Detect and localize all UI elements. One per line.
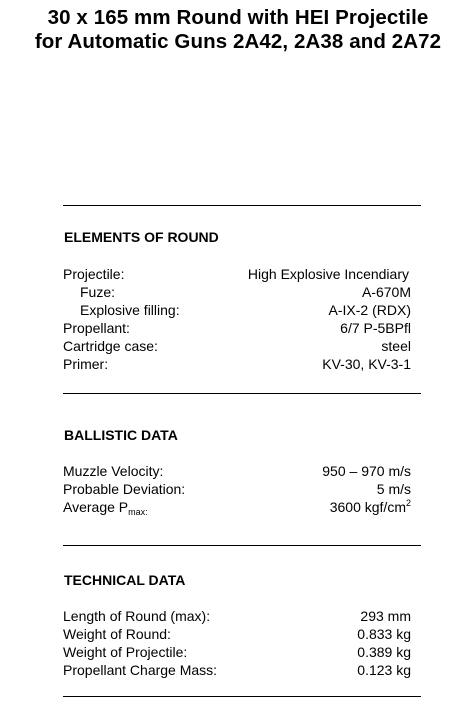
row-label [63,498,148,518]
row-label: Primer: [63,356,109,372]
row-value: 0.833 kg [357,626,411,642]
row-value: steel [381,338,411,354]
title-line-1: 30 x 165 mm Round with HEI Projectile [47,6,429,29]
page-title [0,6,476,54]
row-label: Propellant: [63,320,130,336]
row-value: High Explosive Incendiary [247,266,409,282]
divider [63,696,421,697]
elements-row-cartridge-case [63,337,411,355]
row-label: Explosive filling: [80,302,180,318]
divider [63,545,421,546]
row-label: Length of Round (max): [63,608,211,624]
technical-row-propellant-charge-mass [63,661,411,679]
row-value: 6/7 P-5BPfl [340,320,411,336]
row-value: A-IX-2 (RDX) [328,302,411,318]
elements-row-explosive-filling [63,301,411,319]
row-label: Propellant Charge Mass: [63,662,218,678]
technical-row-length-of-round [63,607,411,625]
technical-row-weight-of-round [63,625,411,643]
pmax-label-main: Average P [63,499,129,515]
technical-row-weight-of-projectile [63,643,411,661]
ballistic-heading: BALLISTIC DATA [64,427,178,443]
pmax-label-subscript: max: [128,507,148,517]
row-value: 0.123 kg [357,662,411,678]
technical-heading: TECHNICAL DATA [64,572,186,588]
row-value: A-670M [361,284,411,300]
elements-row-fuze [63,283,411,301]
elements-row-propellant [63,319,411,337]
divider [63,205,421,206]
row-label: Muzzle Velocity: [63,463,164,479]
ballistic-row-muzzle-velocity [63,462,411,480]
elements-heading: ELEMENTS OF ROUND [64,229,219,245]
title-line-2: for Automatic Guns 2A42, 2A38 and 2A72 [34,30,442,53]
row-value: 950 – 970 m/s [322,463,411,479]
row-label: Weight of Projectile: [63,644,188,660]
pmax-value-superscript: 2 [405,498,411,508]
ballistic-row-average-pmax [63,498,411,516]
row-value [330,498,411,518]
row-label: Cartridge case: [63,338,158,354]
elements-row-projectile [63,265,411,283]
divider [63,393,421,394]
elements-row-primer [63,355,411,373]
row-value: 5 m/s [376,481,411,497]
row-label: Fuze: [80,284,116,300]
ballistic-row-probable-deviation [63,480,411,498]
row-label: Weight of Round: [63,626,171,642]
row-value: 0.389 kg [357,644,411,660]
row-value: KV-30, KV-3-1 [322,356,411,372]
row-value: 293 mm [360,608,411,624]
row-label: Probable Deviation: [63,481,186,497]
row-label: Projectile: [63,266,125,282]
pmax-value-main: 3600 kgf/cm [329,499,406,515]
